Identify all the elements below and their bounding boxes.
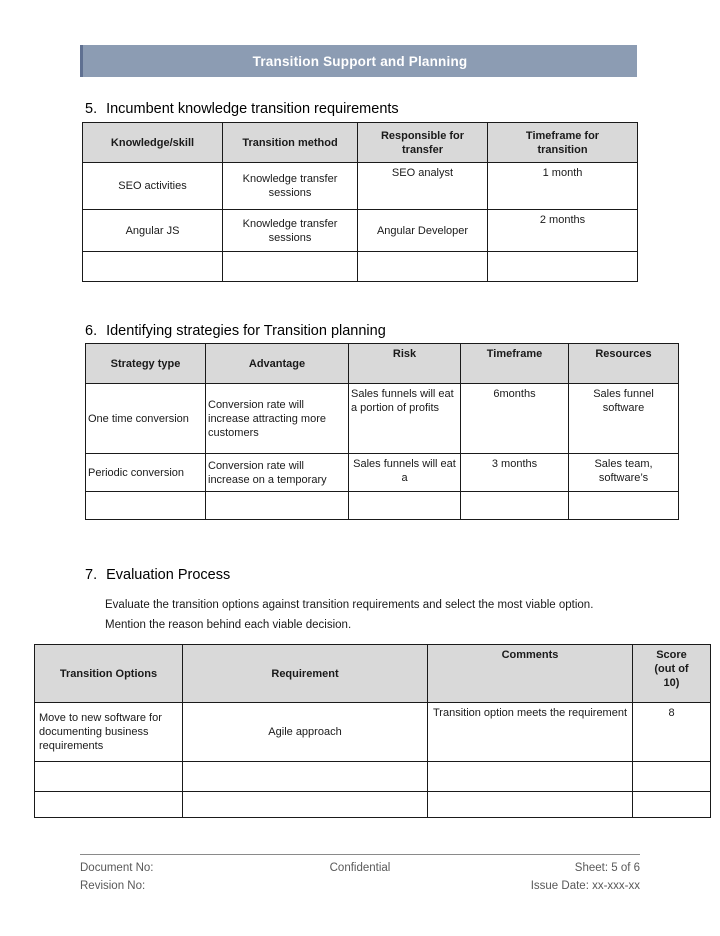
table-cell: Conversion rate will increase on a temporary [206, 454, 349, 492]
table-cell [183, 762, 428, 792]
table-cell [35, 792, 183, 818]
table-cell: Transition option meets the requirement [428, 703, 633, 762]
table-row [86, 384, 679, 454]
table-cell: Angular JS [83, 210, 223, 252]
heading-text: Evaluation Process [106, 567, 231, 583]
table-cell: Knowledge transfer sessions [223, 163, 358, 210]
column-header: Score (out of 10) [633, 645, 711, 703]
table-cell [86, 492, 206, 520]
table-row [86, 492, 679, 520]
title-banner [80, 45, 637, 77]
column-header: Resources [569, 344, 679, 384]
heading-number: 7. [85, 567, 98, 583]
column-header: Timeframe for transition [488, 123, 638, 163]
strategies-table [85, 343, 679, 520]
column-header: Advantage [206, 344, 349, 384]
table-cell [183, 792, 428, 818]
column-header: Strategy type [86, 344, 206, 384]
table-header-row [86, 344, 679, 384]
table-cell: SEO activities [83, 163, 223, 210]
table-cell [633, 792, 711, 818]
table-cell [206, 492, 349, 520]
table-cell [223, 252, 358, 282]
table-cell: Knowledge transfer sessions [223, 210, 358, 252]
document-no-label: Document No: [80, 862, 154, 874]
table-cell [461, 492, 569, 520]
knowledge-transition-table [82, 122, 638, 282]
table-cell [35, 762, 183, 792]
table-row [83, 210, 638, 252]
issue-date: Issue Date: xx-xxx-xx [530, 880, 640, 892]
section-5-heading [85, 101, 720, 117]
heading-number: 6. [85, 323, 98, 339]
heading-text: Identifying strategies for Transition planning [106, 323, 386, 339]
table-cell [488, 252, 638, 282]
table-row [86, 454, 679, 492]
table-row [35, 762, 711, 792]
table-row [83, 163, 638, 210]
table-cell: Sales funnels will eat a [349, 454, 461, 492]
table-cell: Agile approach [183, 703, 428, 762]
table-cell: Sales funnel software [569, 384, 679, 454]
confidential-label: Confidential [329, 862, 391, 874]
column-header: Responsible for transfer [358, 123, 488, 163]
heading-text: Incumbent knowledge transition requirements [106, 101, 399, 117]
section-7-heading [85, 567, 720, 583]
table-cell: 6months [461, 384, 569, 454]
table-cell [349, 492, 461, 520]
table-cell: Angular Developer [358, 210, 488, 252]
column-header: Requirement [183, 645, 428, 703]
table-cell [633, 762, 711, 792]
column-header: Comments [428, 645, 633, 703]
table-cell: 1 month [488, 163, 638, 210]
column-header: Transition Options [35, 645, 183, 703]
page-title: Transition Support and Planning [252, 53, 468, 69]
table-cell: Sales funnels will eat a portion of profits [349, 384, 461, 454]
column-header: Timeframe [461, 344, 569, 384]
table-cell [569, 492, 679, 520]
table-cell: Move to new software for documenting business requirements [35, 703, 183, 762]
table-cell: Conversion rate will increase attracting more customers [206, 384, 349, 454]
table-cell: One time conversion [86, 384, 206, 454]
heading-number: 5. [85, 101, 98, 117]
table-cell [428, 792, 633, 818]
footer-divider [80, 854, 640, 855]
table-cell: 2 months [488, 210, 638, 252]
column-header: Risk [349, 344, 461, 384]
table-row [35, 792, 711, 818]
footer [80, 859, 640, 895]
table-cell: Periodic conversion [86, 454, 206, 492]
revision-no-label: Revision No: [80, 880, 146, 892]
table-cell: Sales team, software’s [569, 454, 679, 492]
table-header-row [35, 645, 711, 703]
evaluation-table [34, 644, 711, 818]
column-header: Knowledge/skill [83, 123, 223, 163]
section-7-description: Evaluate the transition options against transition requirements and select the most viable option. Mention the reason behind each viable decision. [105, 599, 594, 631]
table-cell: 3 months [461, 454, 569, 492]
sheet-number: Sheet: 5 of 6 [574, 862, 640, 874]
table-row [35, 703, 711, 762]
column-header: Transition method [223, 123, 358, 163]
table-cell [428, 762, 633, 792]
table-header-row [83, 123, 638, 163]
table-cell: SEO analyst [358, 163, 488, 210]
section-6-heading [85, 323, 720, 339]
table-cell [358, 252, 488, 282]
table-row [83, 252, 638, 282]
table-cell [83, 252, 223, 282]
table-cell: 8 [633, 703, 711, 762]
